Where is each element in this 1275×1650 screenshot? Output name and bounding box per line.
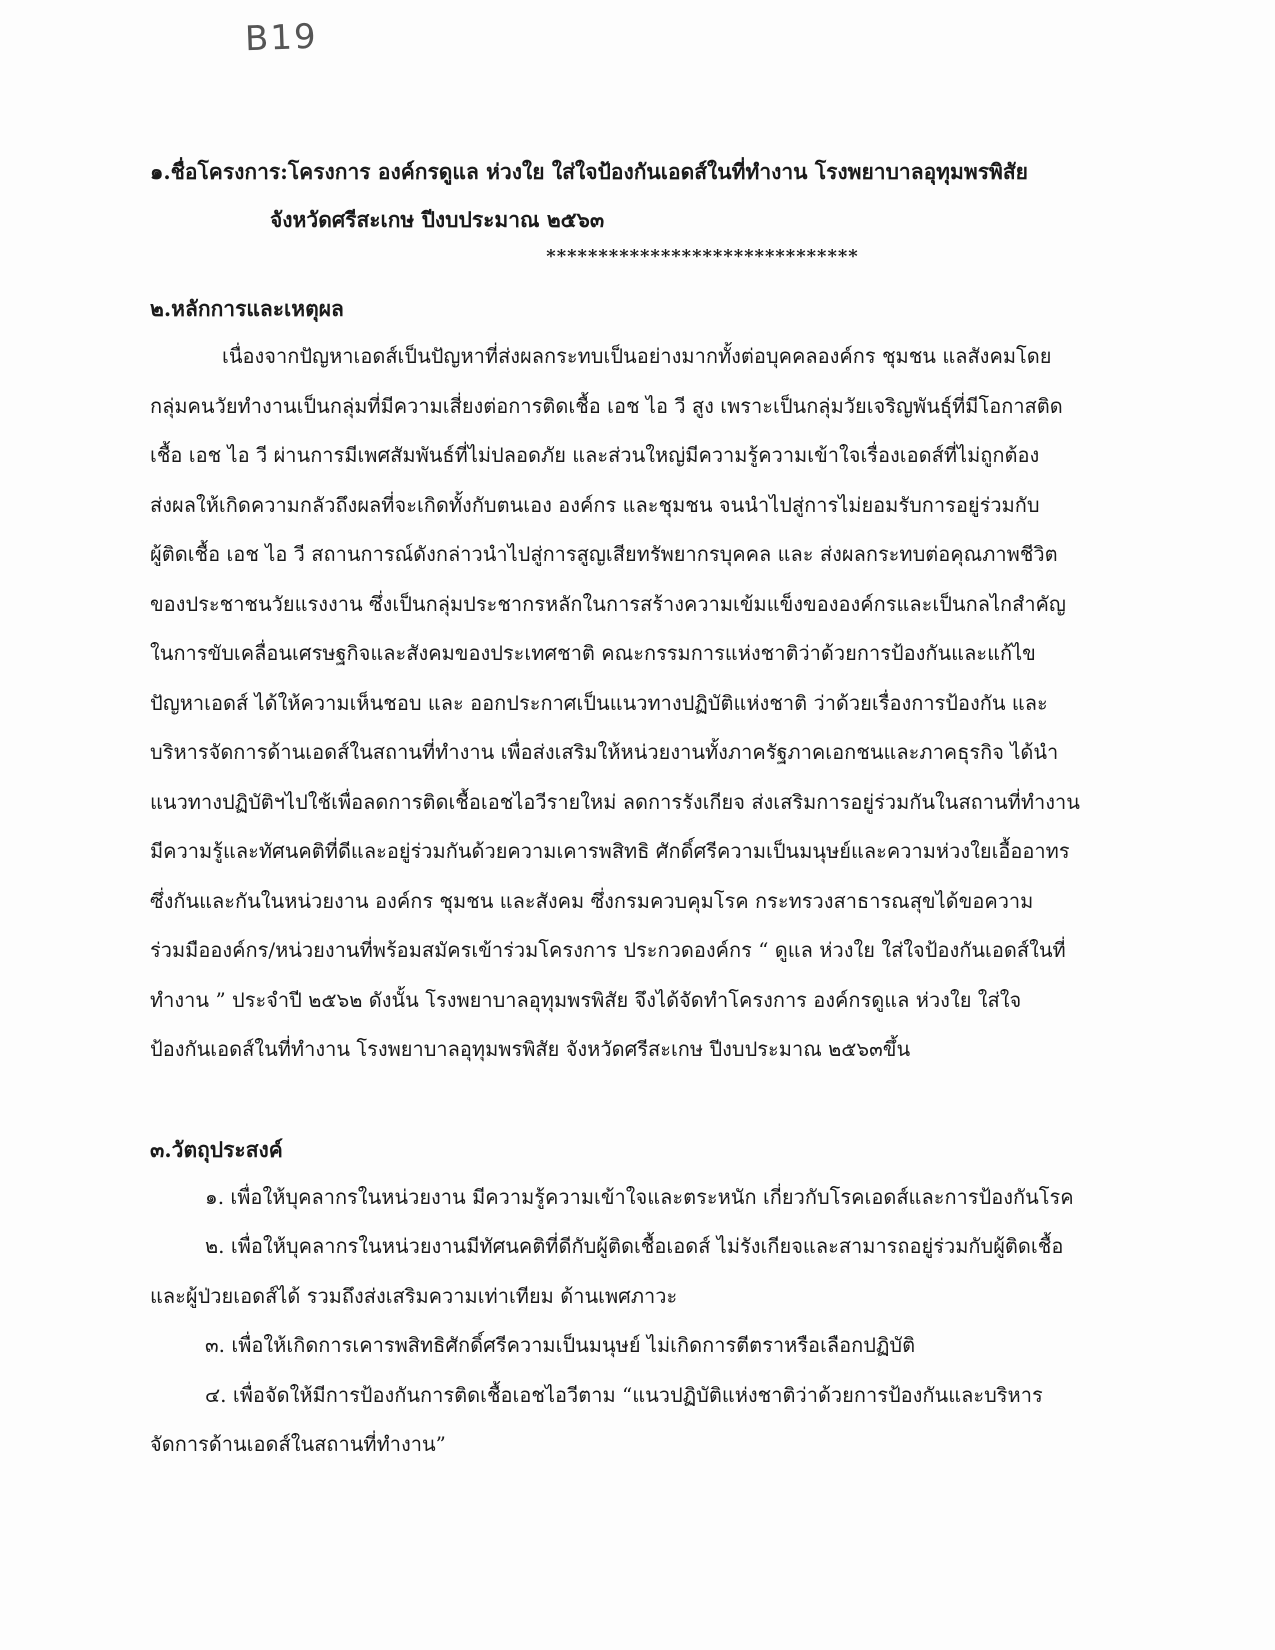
objective-item-3 bbox=[150, 1321, 1135, 1371]
objective-line: จัดการด้านเอดส์ในสถานที่ทำงาน” bbox=[150, 1432, 446, 1456]
project-title-line-2: จังหวัดศรีสะเกษ ปีงบประมาณ ๒๕๖๓ bbox=[270, 207, 605, 232]
objective-item-2 bbox=[150, 1222, 1135, 1321]
objective-item-1 bbox=[150, 1173, 1135, 1223]
asterisk-separator: ****************************** bbox=[546, 246, 859, 267]
section-2-heading: ๒.หลักการและเหตุผล bbox=[150, 296, 344, 321]
objective-line: ๑. เพื่อให้บุคลากรในหน่วยงาน มีความรู้ความเข้าใจและตระหนัก เกี่ยวกับโรคเอดส์และการป้องกันโรค bbox=[205, 1184, 1074, 1209]
objective-line: ๓. เพื่อให้เกิดการเคารพสิทธิศักดิ์ศรีความเป็นมนุษย์ ไม่เกิดการตีตราหรือเลือกปฏิบัติ bbox=[205, 1333, 916, 1357]
handwritten-page-mark: B19 bbox=[244, 16, 319, 60]
paragraph-line: ของประชาชนวัยแรงงาน ซึ่งเป็นกลุ่มประชากรหลักในการสร้างความเข้มแข็งขององค์กรและเป็นกลไกสำคัญ bbox=[150, 591, 1066, 616]
paragraph-line: ทำงาน ” ประจำปี ๒๕๖๒ ดังนั้น โรงพยาบาลอุทุมพรพิสัย จึงได้จัดทำโครงการ องค์กรดูแล ห่วงใย ใส่ใจ bbox=[150, 987, 1022, 1012]
paragraph-line: ส่งผลให้เกิดความกลัวถึงผลที่จะเกิดทั้งกับตนเอง องค์กร และชุมชน จนนำไปสู่การไม่ยอมรับการอยู่ร่วมกับ bbox=[150, 492, 1040, 517]
project-title-line-1: ๑.ชื่อโครงการ:โครงการ องค์กรดูแล ห่วงใย ใส่ใจป้องกันเอดส์ในที่ทำงาน โรงพยาบาลอุทุมพรพิสัย bbox=[150, 159, 1028, 184]
paragraph-line: แนวทางปฏิบัติฯไปใช้เพื่อลดการติดเชื้อเอชไอวีรายใหม่ ลดการรังเกียจ ส่งเสริมการอยู่ร่วมกันในสถานที่ทำงาน bbox=[150, 789, 1080, 814]
paragraph-line: เชื้อ เอช ไอ วี ผ่านการมีเพศสัมพันธ์ที่ไม่ปลอดภัย และส่วนใหญ่มีความรู้ความเข้าใจเรื่องเอดส์ที่ไม่ถูกต้อง bbox=[150, 443, 1040, 467]
section-2-paragraph bbox=[150, 332, 1135, 1075]
paragraph-line: ผู้ติดเชื้อ เอช ไอ วี สถานการณ์ดังกล่าวนำไปสู่การสูญเสียทรัพยากรบุคคล และ ส่งผลกระทบต่อคุณภาพชีวิต bbox=[150, 542, 1058, 566]
paragraph-line: กลุ่มคนวัยทำงานเป็นกลุ่มที่มีความเสี่ยงต่อการติดเชื้อ เอช ไอ วี สูง เพราะเป็นกลุ่มวัยเจริญพันธุ์ที่มีโอกาสติด bbox=[150, 393, 1063, 418]
paragraph-line: บริหารจัดการด้านเอดส์ในสถานที่ทำงาน เพื่อส่งเสริมให้หน่วยงานทั้งภาครัฐภาคเอกชนและภาคธุรกิจ ได้นำ bbox=[150, 740, 1059, 764]
paragraph-line: เนื่องจากปัญหาเอดส์เป็นปัญหาที่ส่งผลกระทบเป็นอย่างมากทั้งต่อบุคคลองค์กร ชุมชน แลสังคมโดย bbox=[222, 344, 1052, 368]
document-body bbox=[150, 148, 1135, 1470]
paragraph-line: ร่วมมือองค์กร/หน่วยงานที่พร้อมสมัครเข้าร่วมโครงการ ประกวดองค์กร “ ดูแล ห่วงใย ใส่ใจป้องกันเอดส์ในที่ bbox=[150, 938, 1066, 962]
paragraph-line: ปัญหาเอดส์ ได้ให้ความเห็นชอบ และ ออกประกาศเป็นแนวทางปฏิบัติแห่งชาติ ว่าด้วยเรื่องการป้องกัน และ bbox=[150, 690, 1048, 715]
paragraph-line: ซึ่งกันและกันในหน่วยงาน องค์กร ชุมชน และสังคม ซึ่งกรมควบคุมโรค กระทรวงสาธารณสุขได้ขอความ bbox=[150, 888, 1034, 913]
section-3-heading: ๓.วัตถุประสงค์ bbox=[150, 1136, 283, 1162]
objective-line: ๒. เพื่อให้บุคลากรในหน่วยงานมีทัศนคติที่ดีกับผู้ติดเชื้อเอดส์ ไม่รังเกียจและสามารถอยู่ร่วมกับผู้ติดเชื้อ bbox=[205, 1234, 1064, 1258]
objective-line: และผู้ป่วยเอดส์ได้ รวมถึงส่งเสริมความเท่าเทียม ด้านเพศภาวะ bbox=[150, 1283, 678, 1308]
paragraph-line: มีความรู้และทัศนคติที่ดีและอยู่ร่วมกันด้วยความเคารพสิทธิ ศักดิ์ศรีความเป็นมนุษย์และความห่วงใยเอื้ออาทร bbox=[150, 839, 1070, 863]
objective-item-4 bbox=[150, 1371, 1135, 1470]
objective-line: ๔. เพื่อจัดให้มีการป้องกันการติดเชื้อเอชไอวีตาม “แนวปฏิบัติแห่งชาติว่าด้วยการป้องกันและบริหาร bbox=[205, 1382, 1043, 1407]
paragraph-line: ป้องกันเอดส์ในที่ทำงาน โรงพยาบาลอุทุมพรพิสัย จังหวัดศรีสะเกษ ปีงบประมาณ ๒๕๖๓ขึ้น bbox=[150, 1037, 911, 1061]
paragraph-line: ในการขับเคลื่อนเศรษฐกิจและสังคมของประเทศชาติ คณะกรรมการแห่งชาติว่าด้วยการป้องกันและแก้ไข bbox=[150, 641, 1036, 665]
